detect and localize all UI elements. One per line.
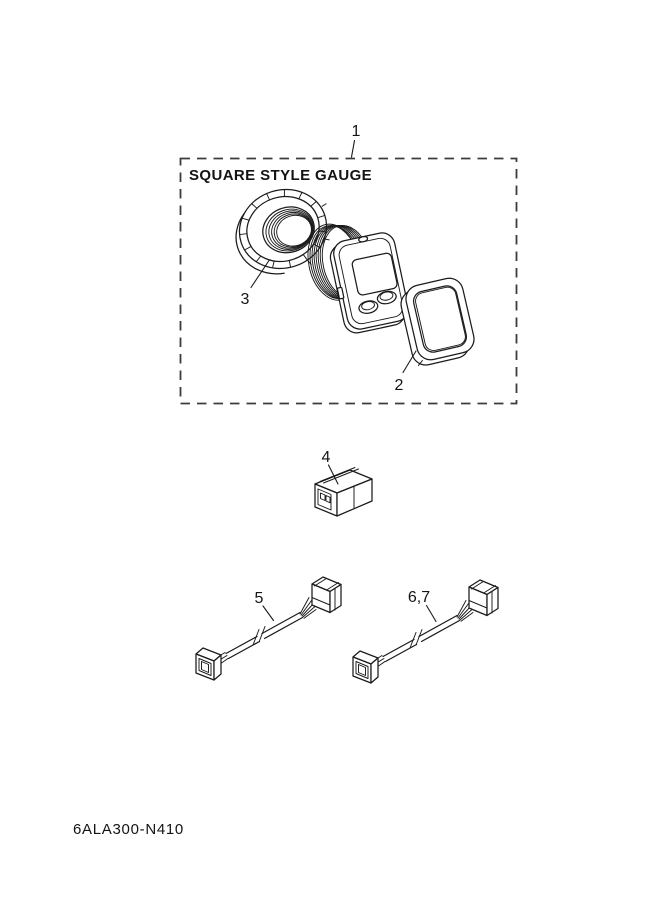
gauge-assembly-group [181,123,517,404]
connector-4-drawing [315,468,372,517]
callout-3-label: 3 [240,291,250,308]
harness-5-drawing [196,577,341,680]
callout-6-7-label: 6,7 [407,589,431,606]
callout-2-label: 2 [394,377,404,394]
gauge-drawing [301,217,411,335]
callout-4-label: 4 [321,449,331,466]
callout-5-label: 5 [254,590,264,607]
gauge-face-unit [327,231,411,336]
callout-6-7 [408,589,436,622]
callout-1 [352,123,361,157]
callout-6-7-leader [427,606,437,622]
harness-5-art [196,577,341,680]
callout-1-label: 1 [351,123,361,140]
assembly-box-title: SQUARE STYLE GAUGE [189,167,373,184]
bezel-drawing [397,275,477,367]
callout-2-leader [403,351,416,373]
callout-5-leader [263,606,274,621]
callout-1-leader [352,141,355,158]
part-code: 6ALA300-N410 [73,821,184,838]
callout-5 [255,590,274,621]
